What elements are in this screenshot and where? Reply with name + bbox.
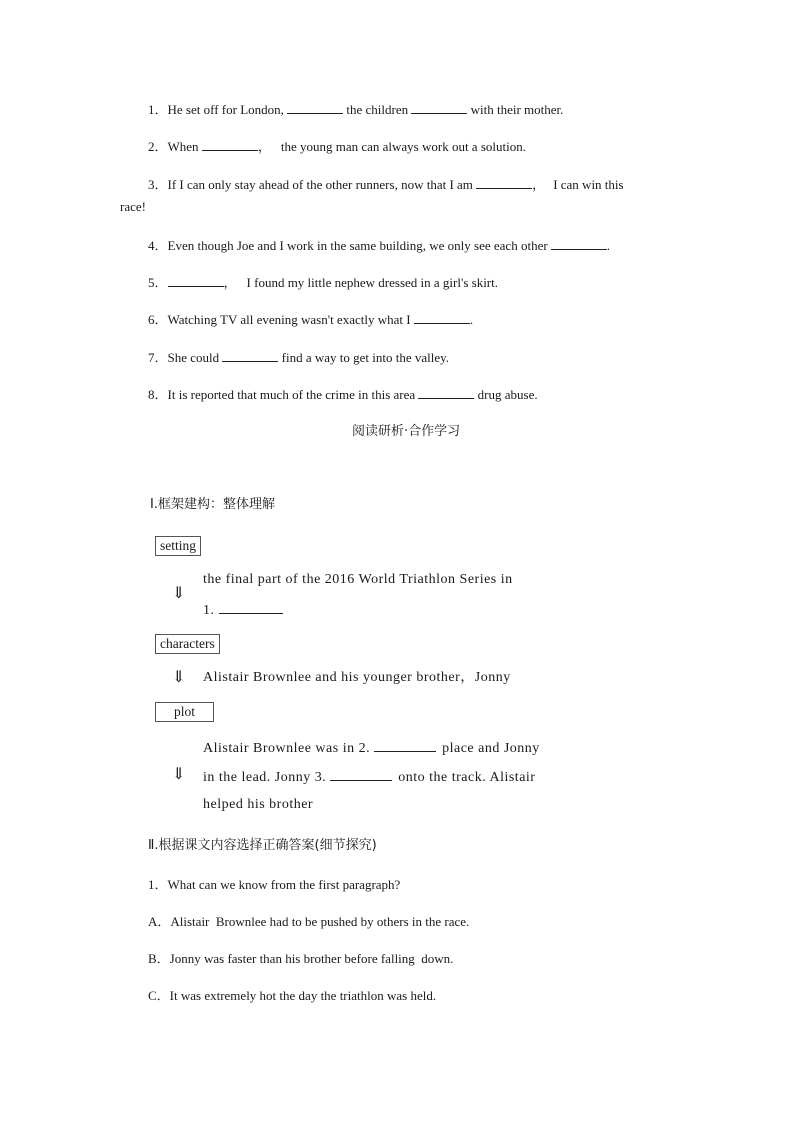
- answer-blank[interactable]: [418, 386, 474, 399]
- option-b[interactable]: B．Jonny was faster than his brother before falling down.: [148, 951, 454, 966]
- characters-label: characters: [155, 634, 220, 654]
- characters-text: Alistair Brownlee and his younger brother，Jonny: [203, 670, 511, 685]
- plot-line-2: in the lead. Jonny 3. onto the track. Alistair: [203, 770, 536, 785]
- answer-blank[interactable]: [330, 768, 392, 781]
- down-arrow-icon: ⇓: [172, 669, 186, 686]
- answer-blank[interactable]: [202, 138, 258, 151]
- setting-label: setting: [155, 536, 201, 556]
- option-a[interactable]: A．Alistair Brownlee had to be pushed by others in the race.: [148, 914, 470, 929]
- answer-blank[interactable]: [476, 176, 532, 189]
- setting-blank-line: 1.: [203, 601, 283, 619]
- part2-heading: Ⅱ.根据课文内容选择正确答案(细节探究): [148, 838, 377, 853]
- answer-blank[interactable]: [219, 601, 283, 614]
- exercise-4: 4．Even though Joe and I work in the same building, we only see each other .: [148, 238, 611, 253]
- plot-label: plot: [155, 702, 214, 722]
- setting-text: the final part of the 2016 World Triathlon Series in: [203, 572, 513, 587]
- answer-blank[interactable]: [168, 274, 224, 287]
- exercise-3: 3．If I can only stay ahead of the other runners, now that I am ， I can win this: [148, 177, 624, 192]
- down-arrow-icon: ⇓: [172, 585, 186, 602]
- answer-blank[interactable]: [374, 739, 436, 752]
- part1-heading: Ⅰ.框架建构：整体理解: [150, 497, 275, 512]
- down-arrow-icon: ⇓: [172, 766, 186, 783]
- answer-blank[interactable]: [551, 237, 607, 250]
- question-1: 1．What can we know from the first paragraph?: [148, 877, 401, 892]
- exercise-8: 8．It is reported that much of the crime in this area drug abuse.: [148, 387, 538, 402]
- answer-blank[interactable]: [414, 311, 470, 324]
- answer-blank[interactable]: [411, 101, 467, 114]
- exercise-1: 1．He set off for London, the children with their mother.: [148, 102, 564, 117]
- exercise-5: 5． ， I found my little nephew dressed in a girl's skirt.: [148, 275, 498, 290]
- plot-line-1: Alistair Brownlee was in 2. place and Jonny: [203, 741, 540, 756]
- option-c[interactable]: C．It was extremely hot the day the triathlon was held.: [148, 988, 437, 1003]
- exercise-7: 7．She could find a way to get into the valley.: [148, 350, 450, 365]
- exercise-2: 2．When ， the young man can always work out a solution.: [148, 139, 526, 154]
- exercise-6: 6．Watching TV all evening wasn't exactly what I .: [148, 312, 474, 327]
- section-heading: 阅读研析·合作学习: [352, 424, 461, 439]
- answer-blank[interactable]: [287, 101, 343, 114]
- exercise-3-continued: race!: [120, 199, 146, 214]
- answer-blank[interactable]: [222, 349, 278, 362]
- plot-line-3: helped his brother: [203, 797, 314, 812]
